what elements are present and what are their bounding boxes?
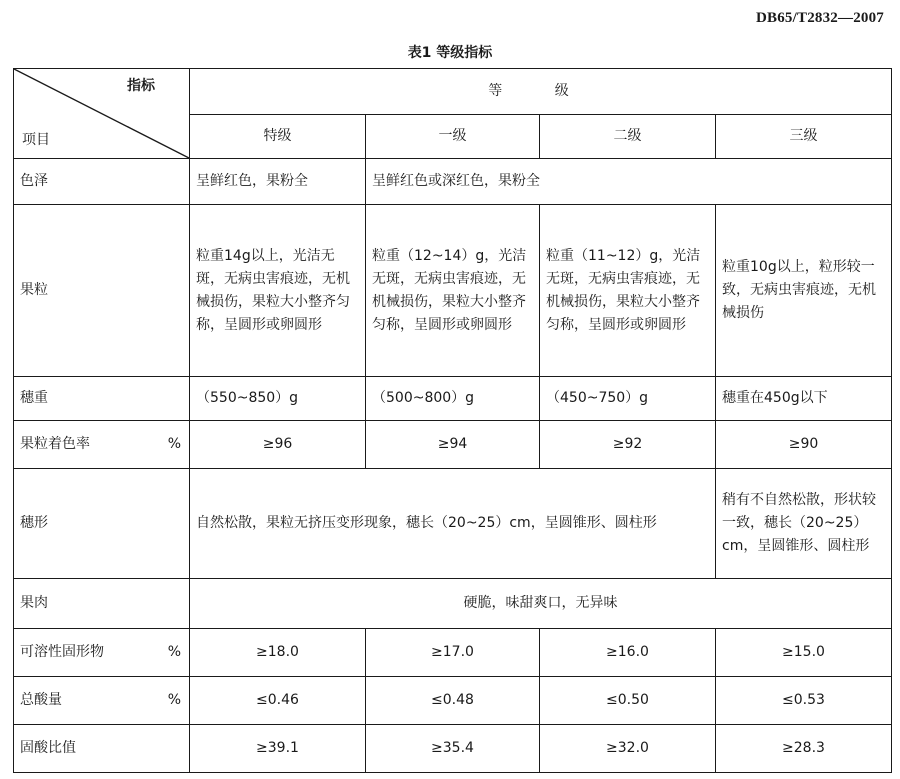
soluble-solids-label: 可溶性固形物 xyxy=(20,644,104,660)
table-row-cluster-shape xyxy=(14,469,892,579)
cell-soluble-solids-first: ≥17.0 xyxy=(366,629,540,677)
row-label-flesh: 果肉 xyxy=(14,579,190,629)
cell-berry-special: 粒重14g以上，光洁无斑，无病虫害痕迹，无机械损伤，果粒大小整齐匀称，呈圆形或卵圆形 xyxy=(190,205,366,377)
cell-sugar-acid-ratio-special: ≥39.1 xyxy=(190,725,366,773)
total-acid-label: 总酸量 xyxy=(20,692,62,708)
cell-total-acid-third: ≤0.53 xyxy=(716,677,892,725)
cell-cluster-shape-third: 稍有不自然松散，形状较一致，穗长（20~25）cm，呈圆锥形、圆柱形 xyxy=(716,469,892,579)
cell-total-acid-special: ≤0.46 xyxy=(190,677,366,725)
table-row-soluble-solids xyxy=(14,629,892,677)
cell-soluble-solids-second: ≥16.0 xyxy=(540,629,716,677)
cell-total-acid-second: ≤0.50 xyxy=(540,677,716,725)
corner-label-index: 指标 xyxy=(127,78,155,94)
cell-berry-third: 粒重10g以上，粒形较一致，无病虫害痕迹，无机械损伤 xyxy=(716,205,892,377)
row-label-berry: 果粒 xyxy=(14,205,190,377)
corner-label-item: 项目 xyxy=(22,132,50,148)
cell-cluster-weight-special: （550~850）g xyxy=(190,377,366,421)
total-acid-unit: % xyxy=(167,692,181,708)
row-label-coloring-rate xyxy=(14,421,190,469)
cell-coloring-rate-first: ≥94 xyxy=(366,421,540,469)
cell-total-acid-first: ≤0.48 xyxy=(366,677,540,725)
coloring-rate-label: 果粒着色率 xyxy=(20,436,90,452)
cell-coloring-rate-special: ≥96 xyxy=(190,421,366,469)
table-caption: 表1 等级指标 xyxy=(407,45,493,61)
cell-sugar-acid-ratio-third: ≥28.3 xyxy=(716,725,892,773)
grade-header-first: 一级 xyxy=(366,115,540,159)
row-label-cluster-shape: 穗形 xyxy=(14,469,190,579)
table-row-cluster-weight xyxy=(14,377,892,421)
cell-flesh-all: 硬脆，味甜爽口，无异味 xyxy=(190,579,892,629)
grade-header-third: 三级 xyxy=(716,115,892,159)
cell-coloring-rate-third: ≥90 xyxy=(716,421,892,469)
header-row-grade-group xyxy=(14,69,892,115)
coloring-rate-unit: % xyxy=(167,436,181,452)
standard-code: DB65/T2832—2007 xyxy=(755,10,884,26)
table-row-sugar-acid-ratio xyxy=(14,725,892,773)
table-row-berry xyxy=(14,205,892,377)
row-label-cluster-weight: 穗重 xyxy=(14,377,190,421)
table-row-total-acid xyxy=(14,677,892,725)
cell-cluster-weight-second: （450~750）g xyxy=(540,377,716,421)
cell-sugar-acid-ratio-second: ≥32.0 xyxy=(540,725,716,773)
table-row-flesh xyxy=(14,579,892,629)
cell-berry-first: 粒重（12~14）g，光洁无斑，无病虫害痕迹，无机械损伤，果粒大小整齐匀称，呈圆形或卵圆形 xyxy=(366,205,540,377)
cell-color-others: 呈鲜红色或深红色，果粉全 xyxy=(366,159,892,205)
corner-header-cell xyxy=(14,69,190,159)
row-label-soluble-solids xyxy=(14,629,190,677)
cell-cluster-weight-first: （500~800）g xyxy=(366,377,540,421)
grade-index-table xyxy=(13,68,892,773)
table-row-coloring-rate xyxy=(14,421,892,469)
row-label-total-acid xyxy=(14,677,190,725)
grade-header-second: 二级 xyxy=(540,115,716,159)
cell-soluble-solids-third: ≥15.0 xyxy=(716,629,892,677)
cell-cluster-shape-special-to-second: 自然松散，果粒无挤压变形现象，穗长（20~25）cm，呈圆锥形、圆柱形 xyxy=(190,469,716,579)
row-label-color: 色泽 xyxy=(14,159,190,205)
soluble-solids-unit: % xyxy=(167,644,181,660)
grade-header-special: 特级 xyxy=(190,115,366,159)
table-row-color xyxy=(14,159,892,205)
cell-sugar-acid-ratio-first: ≥35.4 xyxy=(366,725,540,773)
cell-soluble-solids-special: ≥18.0 xyxy=(190,629,366,677)
grade-group-header: 等 级 xyxy=(190,69,892,115)
cell-color-special: 呈鲜红色，果粉全 xyxy=(190,159,366,205)
cell-berry-second: 粒重（11~12）g，光洁无斑，无病虫害痕迹，无机械损伤，果粒大小整齐匀称，呈圆形或卵圆形 xyxy=(540,205,716,377)
cell-coloring-rate-second: ≥92 xyxy=(540,421,716,469)
cell-cluster-weight-third: 穗重在450g以下 xyxy=(716,377,892,421)
row-label-sugar-acid-ratio: 固酸比值 xyxy=(14,725,190,773)
